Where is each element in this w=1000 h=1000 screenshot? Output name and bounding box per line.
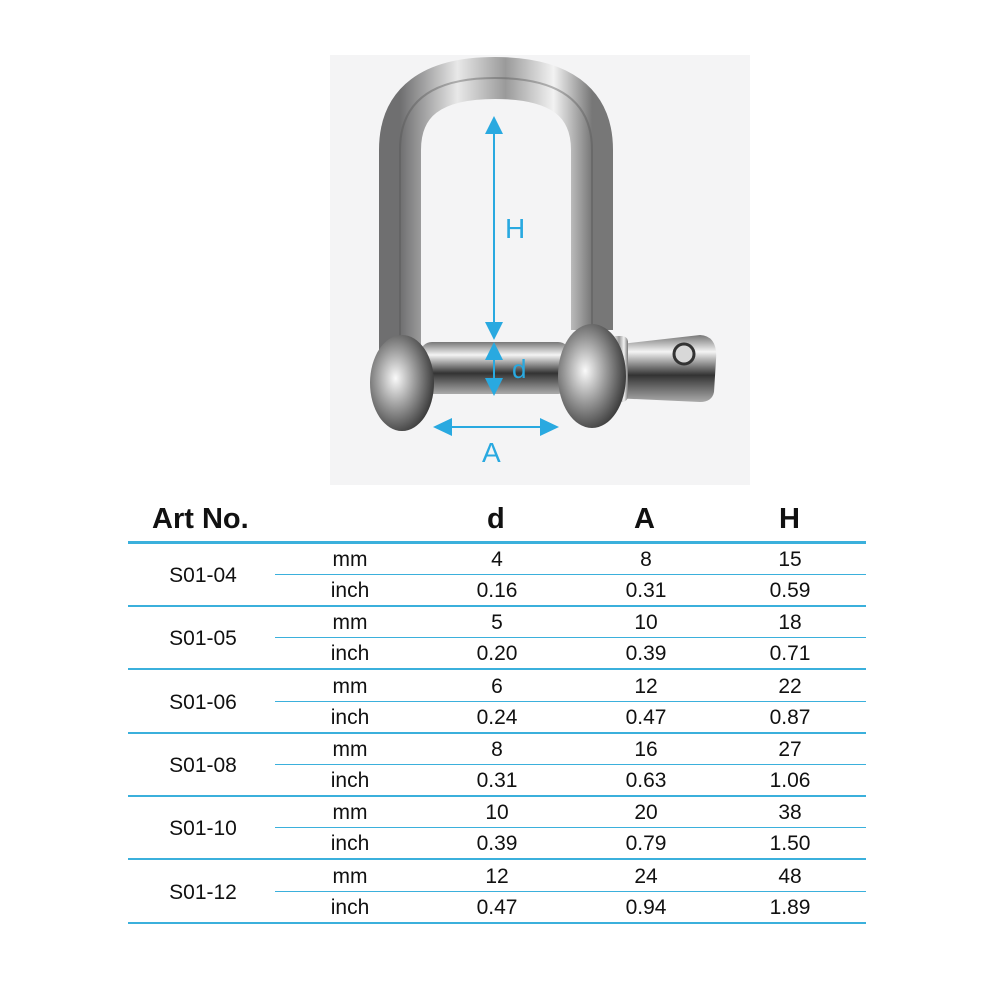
art-number: S01-04 bbox=[169, 564, 237, 587]
header-a: A bbox=[634, 503, 655, 535]
value-h: 0.59 bbox=[769, 579, 811, 602]
header-art-no: Art No. bbox=[152, 503, 249, 535]
value-h: 1.89 bbox=[769, 895, 811, 919]
shackle-end-left bbox=[370, 335, 434, 431]
group-divider bbox=[128, 605, 866, 607]
value-h: 38 bbox=[778, 801, 802, 825]
art-number: S01-12 bbox=[169, 880, 237, 904]
value-a: 0.94 bbox=[625, 895, 667, 919]
row-divider bbox=[275, 891, 866, 892]
unit-label: mm bbox=[332, 864, 368, 888]
label-d: d bbox=[512, 354, 527, 384]
value-d: 10 bbox=[485, 801, 509, 825]
shackle-photo bbox=[330, 55, 750, 485]
group-divider bbox=[128, 732, 866, 734]
unit-label: mm bbox=[332, 801, 368, 825]
art-number: S01-08 bbox=[169, 753, 237, 777]
value-a: 0.31 bbox=[625, 579, 667, 602]
unit-label: inch bbox=[330, 768, 370, 792]
value-d: 5 bbox=[491, 611, 503, 635]
value-d: 4 bbox=[491, 548, 503, 571]
unit-label: mm bbox=[332, 737, 368, 761]
value-a: 16 bbox=[634, 737, 658, 761]
value-a: 0.63 bbox=[625, 768, 667, 792]
shackle-end-right bbox=[558, 324, 626, 428]
unit-label: mm bbox=[332, 611, 368, 635]
value-h: 22 bbox=[778, 674, 802, 698]
value-h: 1.50 bbox=[769, 832, 811, 856]
row-divider bbox=[275, 637, 866, 638]
art-number: S01-06 bbox=[169, 690, 237, 714]
value-d: 0.47 bbox=[476, 895, 518, 919]
row-divider bbox=[275, 764, 866, 765]
value-d: 12 bbox=[485, 864, 509, 888]
unit-label: inch bbox=[330, 832, 370, 856]
value-a: 0.79 bbox=[625, 832, 667, 856]
unit-label: mm bbox=[332, 674, 368, 698]
group-divider bbox=[128, 795, 866, 797]
value-h: 48 bbox=[778, 864, 802, 888]
value-a: 0.39 bbox=[625, 642, 667, 666]
group-divider bbox=[128, 858, 866, 860]
unit-label: inch bbox=[330, 579, 370, 602]
art-number: S01-10 bbox=[169, 817, 237, 841]
value-d: 0.16 bbox=[476, 579, 518, 602]
row-divider bbox=[275, 574, 866, 575]
art-number: S01-05 bbox=[169, 627, 237, 651]
value-a: 0.47 bbox=[625, 705, 667, 729]
header-d: d bbox=[487, 503, 505, 535]
unit-label: inch bbox=[330, 895, 370, 919]
value-h: 0.71 bbox=[769, 642, 811, 666]
value-d: 6 bbox=[491, 674, 503, 698]
group-divider bbox=[128, 668, 866, 670]
value-d: 0.39 bbox=[476, 832, 518, 856]
value-a: 10 bbox=[634, 611, 658, 635]
value-a: 8 bbox=[640, 548, 652, 571]
value-h: 27 bbox=[778, 737, 802, 761]
group-divider bbox=[128, 922, 866, 924]
unit-label: mm bbox=[332, 548, 368, 571]
value-h: 0.87 bbox=[769, 705, 811, 729]
value-h: 18 bbox=[778, 611, 802, 635]
value-d: 8 bbox=[491, 737, 503, 761]
label-a: A bbox=[482, 437, 501, 468]
unit-label: inch bbox=[330, 705, 370, 729]
unit-label: inch bbox=[330, 642, 370, 666]
value-h: 15 bbox=[778, 548, 802, 571]
header-divider bbox=[128, 541, 866, 544]
value-a: 20 bbox=[634, 801, 658, 825]
label-h: H bbox=[505, 213, 526, 244]
value-d: 0.24 bbox=[476, 705, 518, 729]
value-a: 24 bbox=[634, 864, 658, 888]
value-d: 0.20 bbox=[476, 642, 518, 666]
header-h: H bbox=[779, 503, 800, 535]
row-divider bbox=[275, 827, 866, 828]
row-divider bbox=[275, 701, 866, 702]
value-h: 1.06 bbox=[769, 768, 811, 792]
value-d: 0.31 bbox=[476, 768, 518, 792]
value-a: 12 bbox=[634, 674, 658, 698]
